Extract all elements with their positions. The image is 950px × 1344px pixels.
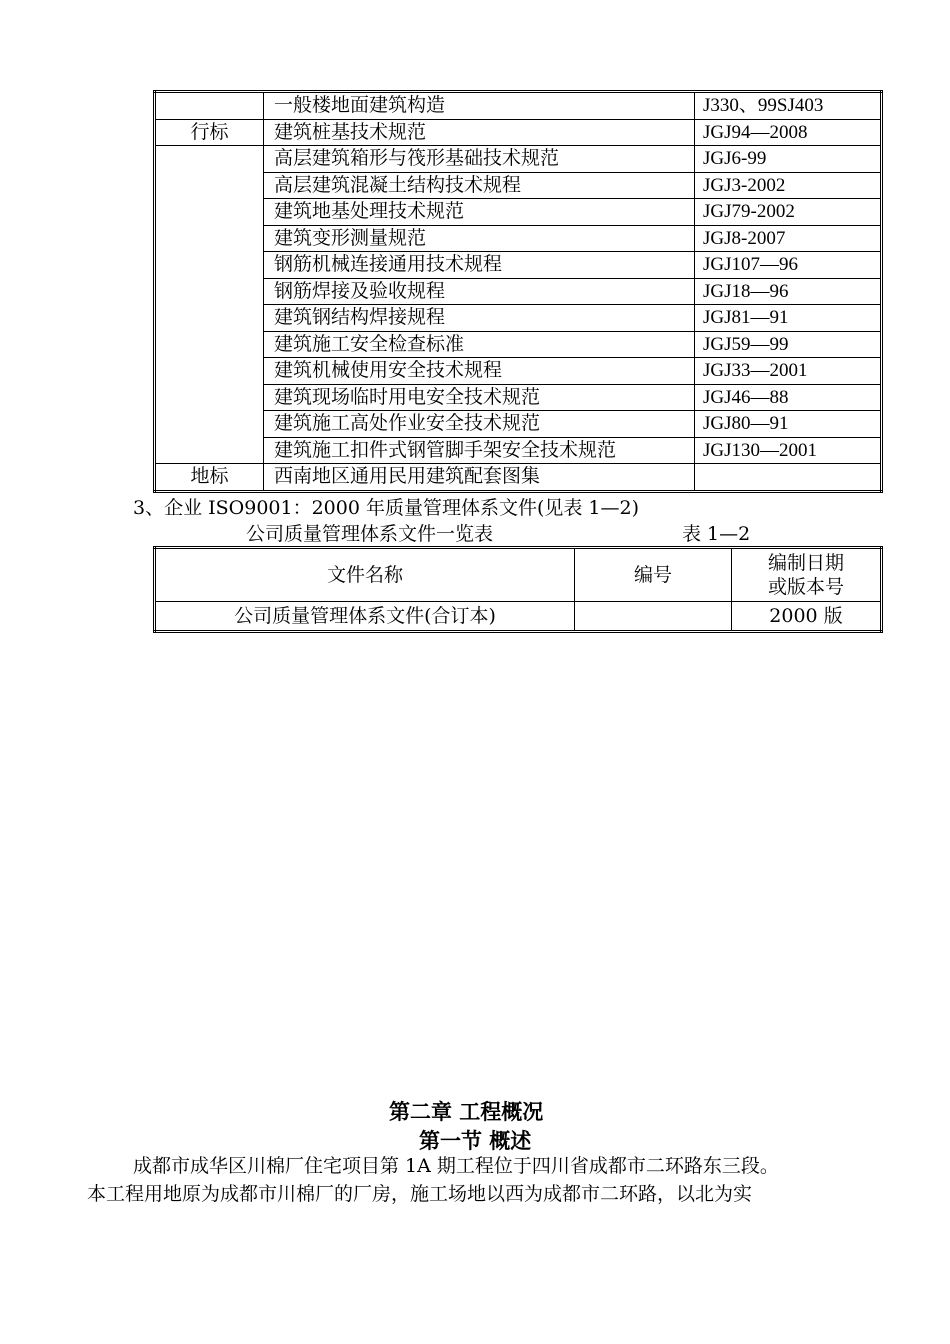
header-version-line1: 编制日期 bbox=[767, 552, 844, 574]
table-row bbox=[155, 464, 882, 492]
paragraph-line-1: 成都市成华区川棉厂住宅项目第 1A 期工程位于四川省成都市二环路东三段。 bbox=[133, 1155, 779, 1177]
cell-version: 2000 版 bbox=[732, 602, 882, 632]
category-cell bbox=[155, 92, 264, 120]
category-cell bbox=[155, 358, 264, 385]
standard-name-cell: 建筑变形测量规范 bbox=[264, 225, 695, 252]
table-header-row bbox=[155, 548, 882, 602]
standard-code-cell: J330、99SJ403 bbox=[695, 92, 882, 120]
category-cell bbox=[155, 331, 264, 358]
standard-code-cell: JGJ33—2001 bbox=[695, 358, 882, 385]
category-cell: 行标 bbox=[155, 119, 264, 146]
standard-name-cell: 建筑施工扣件式钢管脚手架安全技术规范 bbox=[264, 437, 695, 464]
table-row bbox=[155, 252, 882, 279]
standard-name-cell: 一般楼地面建筑构造 bbox=[264, 92, 695, 120]
section-3-text: 3、企业 ISO9001：2000 年质量管理体系文件(见表 1—2) bbox=[133, 497, 640, 519]
standard-name-cell: 建筑机械使用安全技术规程 bbox=[264, 358, 695, 385]
header-version-line2: 或版本号 bbox=[767, 576, 844, 598]
standard-name-cell: 建筑钢结构焊接规程 bbox=[264, 305, 695, 332]
table-row bbox=[155, 384, 882, 411]
category-cell bbox=[155, 278, 264, 305]
category-cell bbox=[155, 437, 264, 464]
standard-code-cell: JGJ94—2008 bbox=[695, 119, 882, 146]
standard-name-cell: 钢筋焊接及验收规程 bbox=[264, 278, 695, 305]
standard-code-cell: JGJ79-2002 bbox=[695, 199, 882, 226]
standard-code-cell: JGJ59—99 bbox=[695, 331, 882, 358]
standard-name-cell: 西南地区通用民用建筑配套图集 bbox=[264, 464, 695, 492]
standard-code-cell: JGJ130—2001 bbox=[695, 437, 882, 464]
standard-name-cell: 高层建筑混凝土结构技术规程 bbox=[264, 172, 695, 199]
header-version bbox=[732, 548, 882, 602]
qms-documents-table bbox=[153, 546, 883, 633]
standard-code-cell: JGJ81—91 bbox=[695, 305, 882, 332]
standard-code-cell: JGJ8-2007 bbox=[695, 225, 882, 252]
table-row bbox=[155, 331, 882, 358]
cell-code bbox=[575, 602, 732, 632]
header-file-name: 文件名称 bbox=[155, 548, 575, 602]
standard-name-cell: 建筑施工安全检查标准 bbox=[264, 331, 695, 358]
table-row bbox=[155, 199, 882, 226]
header-code: 编号 bbox=[575, 548, 732, 602]
table-row bbox=[155, 225, 882, 252]
table-row bbox=[155, 119, 882, 146]
paragraph-line-2: 本工程用地原为成都市川棉厂的厂房，施工场地以西为成都市二环路，以北为实 bbox=[87, 1183, 753, 1205]
standard-name-cell: 高层建筑箱形与筏形基础技术规范 bbox=[264, 146, 695, 173]
standard-code-cell: JGJ46—88 bbox=[695, 384, 882, 411]
standard-code-cell: JGJ107—96 bbox=[695, 252, 882, 279]
table-row bbox=[155, 92, 882, 120]
table2-number: 表 1—2 bbox=[682, 523, 751, 545]
table-row bbox=[155, 411, 882, 438]
table-row bbox=[155, 172, 882, 199]
table-row bbox=[155, 305, 882, 332]
standard-code-cell: JGJ6-99 bbox=[695, 146, 882, 173]
category-cell bbox=[155, 252, 264, 279]
chapter-title: 第二章 工程概况 bbox=[389, 1100, 544, 1124]
table-row bbox=[155, 602, 882, 632]
category-cell bbox=[155, 199, 264, 226]
standard-name-cell: 建筑桩基技术规范 bbox=[264, 119, 695, 146]
category-cell bbox=[155, 225, 264, 252]
cell-file-name: 公司质量管理体系文件(合订本) bbox=[155, 602, 575, 632]
standards-table bbox=[153, 90, 883, 493]
standard-code-cell: JGJ3-2002 bbox=[695, 172, 882, 199]
standard-name-cell: 建筑地基处理技术规范 bbox=[264, 199, 695, 226]
table-row bbox=[155, 278, 882, 305]
standard-name-cell: 建筑现场临时用电安全技术规范 bbox=[264, 384, 695, 411]
standard-code-cell: JGJ18—96 bbox=[695, 278, 882, 305]
table-row bbox=[155, 146, 882, 173]
standard-name-cell: 建筑施工高处作业安全技术规范 bbox=[264, 411, 695, 438]
category-cell: 地标 bbox=[155, 464, 264, 492]
standard-code-cell: JGJ80—91 bbox=[695, 411, 882, 438]
category-cell bbox=[155, 411, 264, 438]
standard-name-cell: 钢筋机械连接通用技术规程 bbox=[264, 252, 695, 279]
category-cell bbox=[155, 172, 264, 199]
category-cell bbox=[155, 146, 264, 173]
table2-title: 公司质量管理体系文件一览表 bbox=[246, 523, 494, 545]
table-row bbox=[155, 437, 882, 464]
category-cell bbox=[155, 384, 264, 411]
standard-code-cell bbox=[695, 464, 882, 492]
category-cell bbox=[155, 305, 264, 332]
section-title: 第一节 概述 bbox=[419, 1129, 532, 1153]
table-row bbox=[155, 358, 882, 385]
